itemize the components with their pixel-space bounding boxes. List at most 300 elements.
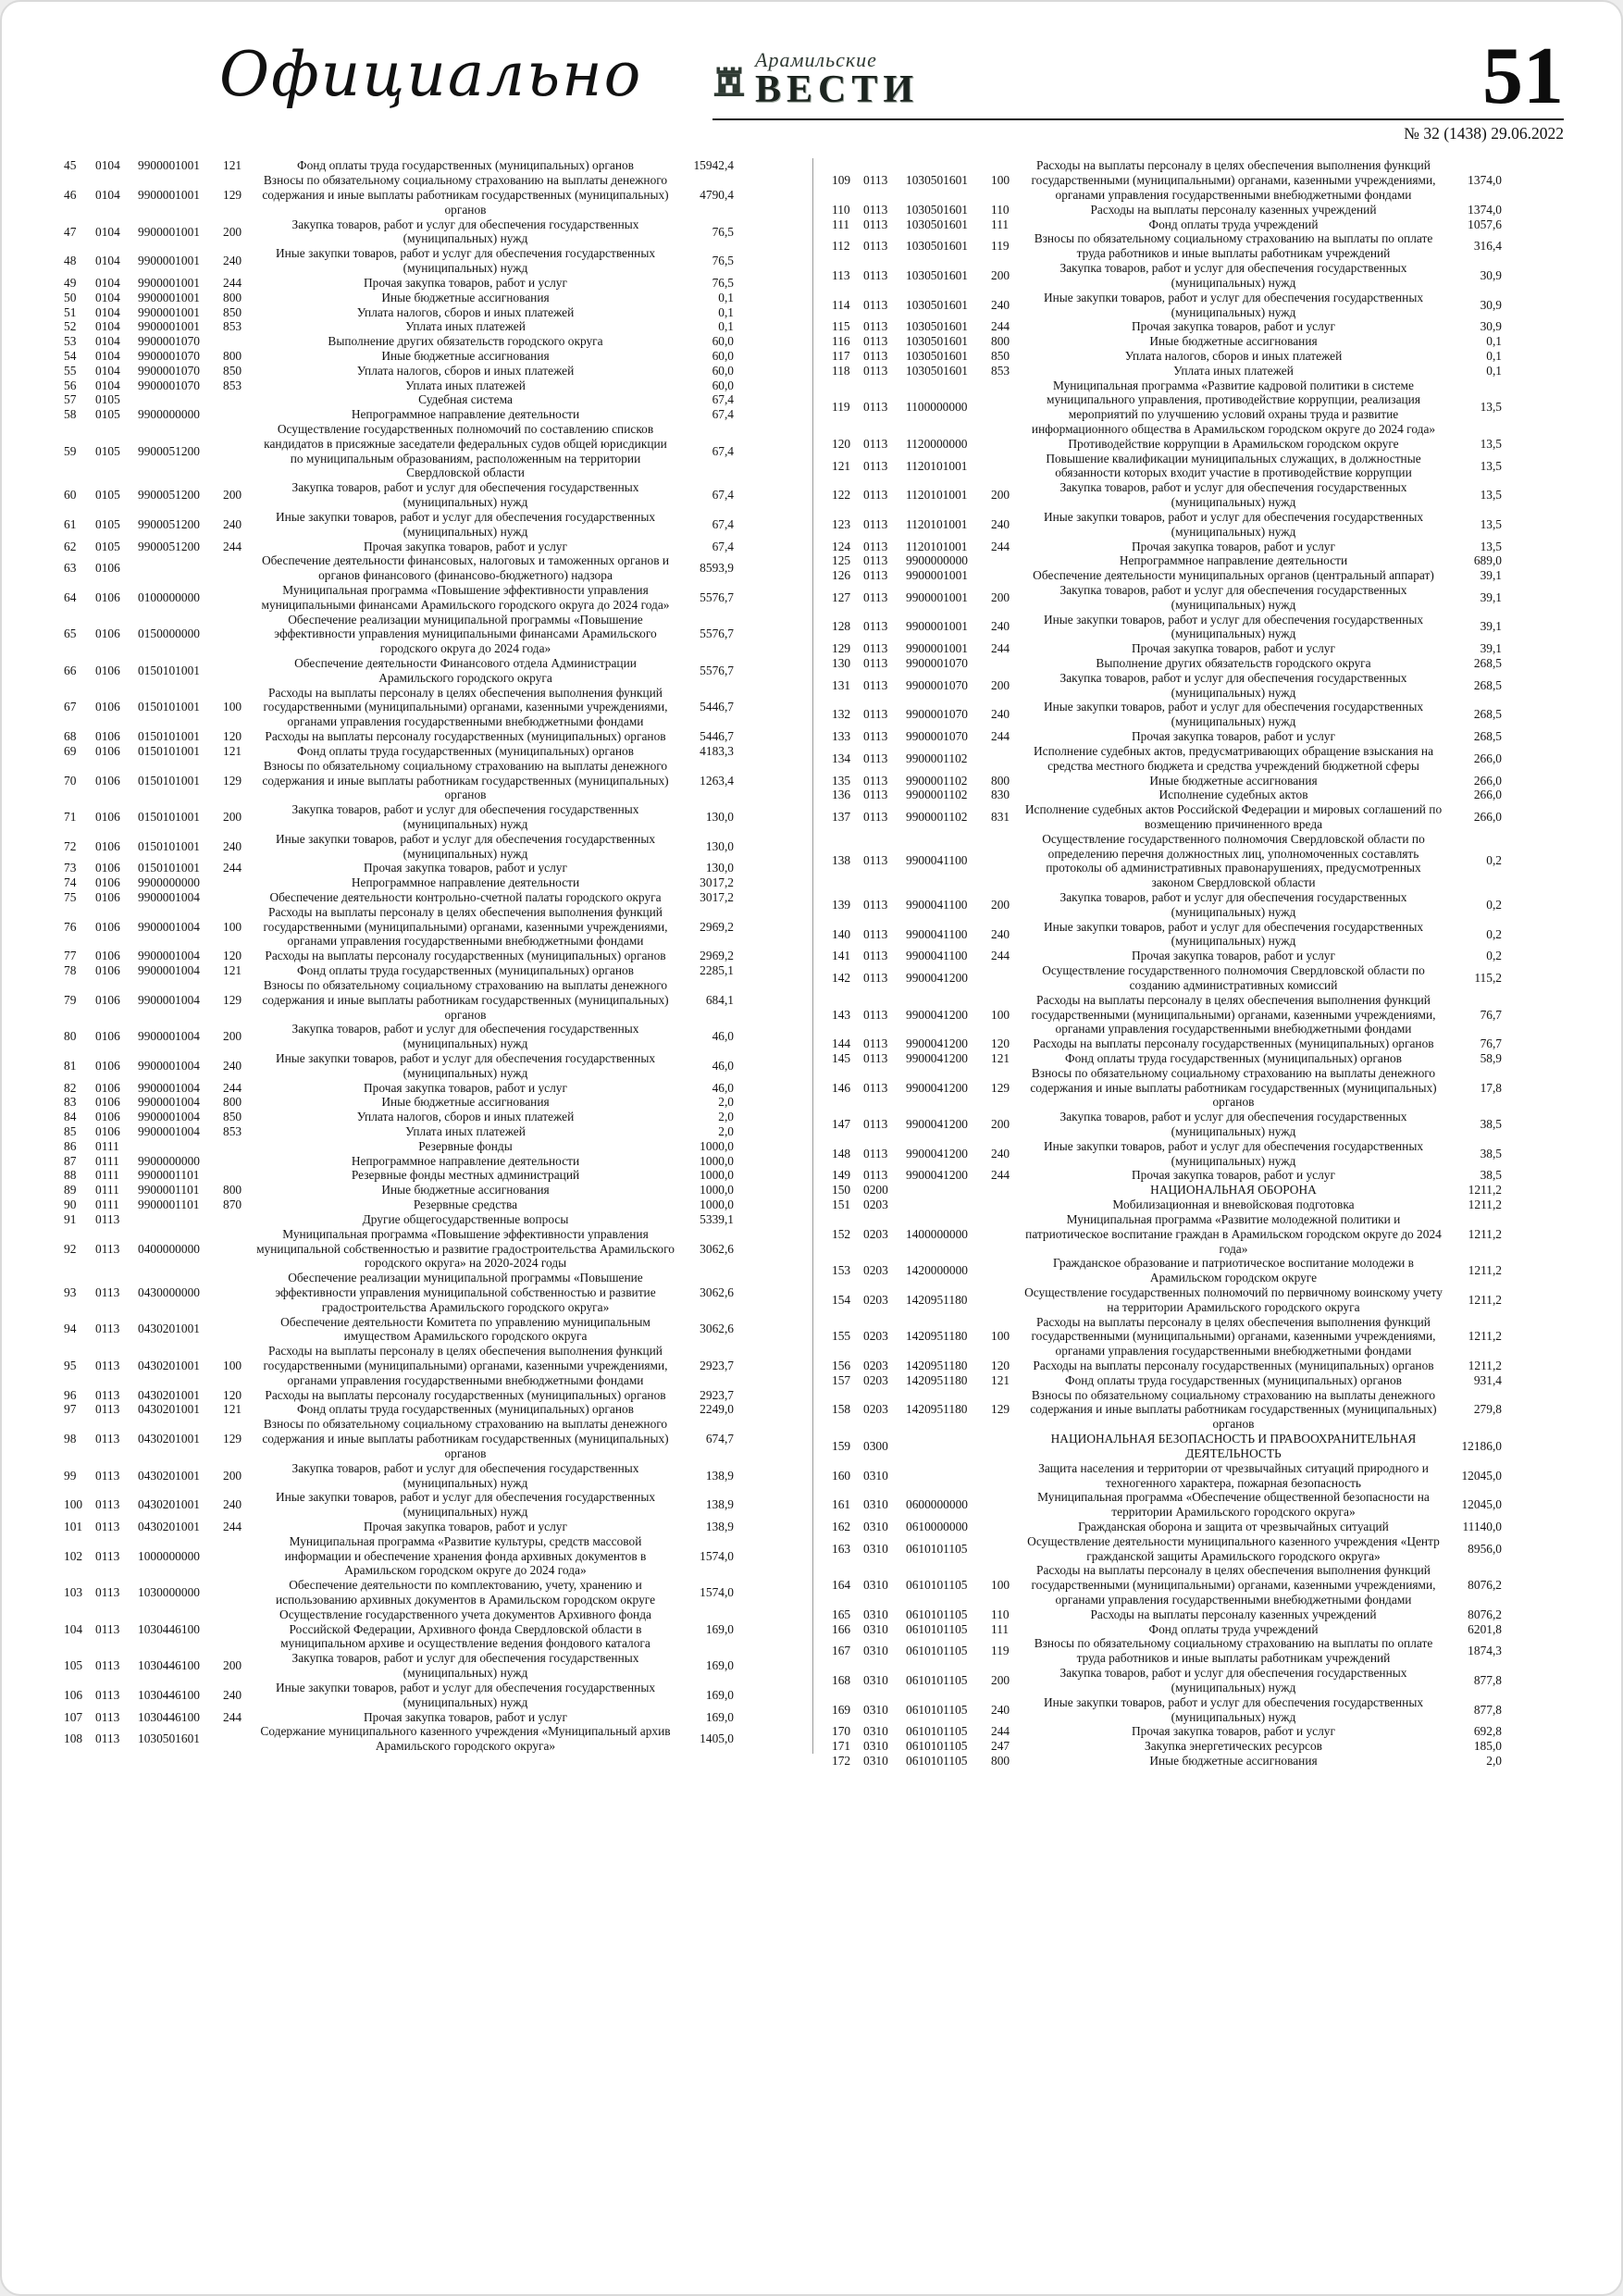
cell-sum: 268,5 [1473, 729, 1502, 744]
budget-row [830, 788, 1504, 802]
cell-csr: 0610101105 [906, 1644, 968, 1658]
cell-sum: 138,9 [705, 1519, 734, 1533]
cell-vr: 200 [223, 810, 242, 825]
budget-row [830, 217, 1504, 232]
cell-rz: 0111 [95, 1183, 119, 1198]
cell-rz: 0106 [95, 890, 120, 905]
cell-vr [221, 422, 254, 480]
cell-sum: 13,5 [1480, 458, 1502, 473]
cell-sum: 2923,7 [700, 1359, 734, 1373]
cell-name: Прочая закупка товаров, работ и услуг [364, 1080, 567, 1095]
cell-rz: 0111 [95, 1168, 119, 1183]
cell-name: Осуществление государственных полномочий по составлению списков кандидатов в присяжные заседатели федеральных судов общей юрисдикции по муниципальным образованиям, расположенным на территории Свердловской области [264, 422, 667, 480]
cell-sum: 15942,4 [693, 158, 734, 173]
cell-rz: 0113 [95, 1621, 120, 1636]
cell-sum: 130,0 [705, 838, 734, 853]
cell-csr: 9900001102 [906, 751, 968, 765]
cell-vr [989, 379, 1022, 437]
budget-row [830, 1256, 1504, 1285]
cell-rz: 0106 [95, 810, 120, 825]
budget-row [62, 334, 736, 349]
page-number: 51 [1482, 31, 1564, 121]
cell-vr [221, 553, 254, 583]
cell-num: 65 [64, 627, 77, 641]
cell-num: 83 [64, 1095, 77, 1110]
budget-row [62, 1081, 736, 1096]
cell-name: Иные бюджетные ассигнования [1149, 334, 1318, 349]
cell-csr [904, 1198, 989, 1212]
cell-sum: 5576,7 [700, 590, 734, 604]
cell-vr: 200 [991, 1672, 1010, 1687]
cell-rz: 0203 [863, 1402, 888, 1417]
cell-sum: 5576,7 [700, 627, 734, 641]
budget-row [62, 978, 736, 1022]
cell-num: 101 [64, 1519, 83, 1533]
cell-sum: 6201,8 [1468, 1621, 1502, 1636]
cell-rz: 0113 [95, 1468, 120, 1483]
cell-sum: 2249,0 [700, 1402, 734, 1417]
cell-rz: 0113 [863, 810, 888, 825]
cell-num: 139 [832, 897, 851, 912]
cell-csr: 1100000000 [906, 400, 968, 415]
cell-name: Выполнение других обязательств городского округа [1096, 656, 1371, 671]
cell-sum: 1000,0 [700, 1153, 734, 1168]
cell-vr [221, 1271, 254, 1314]
cell-rz: 0104 [95, 319, 120, 334]
cell-rz: 0310 [863, 1739, 888, 1754]
cell-rz: 0106 [95, 729, 120, 744]
cell-vr: 240 [223, 516, 242, 531]
cell-csr: 9900051200 [138, 516, 200, 531]
cell-rz: 0113 [863, 568, 888, 583]
cell-csr: 9900041100 [906, 897, 968, 912]
cell-name: Прочая закупка товаров, работ и услуг [1132, 539, 1335, 553]
cell-vr [989, 568, 1022, 583]
cell-num: 50 [64, 290, 77, 304]
cell-vr: 200 [991, 1117, 1010, 1132]
cell-csr [904, 1461, 989, 1491]
cell-sum: 316,4 [1473, 239, 1502, 254]
cell-vr: 244 [223, 1519, 242, 1533]
cell-name: Закупка товаров, работ и услуг для обеспечения государственных (муниципальных) нужд [1059, 261, 1407, 290]
brand-name-top: Арамильские [755, 48, 877, 72]
budget-row [62, 553, 736, 583]
cell-num: 92 [64, 1241, 77, 1256]
cell-vr: 100 [991, 173, 1010, 188]
cell-csr: 0150101001 [138, 663, 200, 677]
cell-num: 147 [832, 1117, 851, 1132]
cell-sum: 138,9 [705, 1468, 734, 1483]
cell-csr: 9900001070 [906, 656, 968, 671]
cell-num: 70 [64, 773, 77, 788]
cell-num: 143 [832, 1007, 851, 1022]
cell-csr: 9900001004 [138, 963, 200, 978]
cell-csr: 9900001070 [138, 348, 200, 363]
cell-name: Обеспечение деятельности контрольно-счетной палаты городского округа [269, 890, 662, 905]
cell-csr: 0150101001 [138, 729, 200, 744]
cell-rz: 0106 [95, 861, 120, 875]
cell-csr: 9900001001 [138, 275, 200, 290]
cell-csr: 9900001001 [138, 290, 200, 304]
budget-row [62, 1124, 736, 1139]
budget-row [62, 305, 736, 320]
cell-sum: 46,0 [712, 1058, 734, 1073]
cell-sum: 130,0 [705, 810, 734, 825]
cell-vr: 100 [991, 1329, 1010, 1344]
cell-rz: 0106 [95, 992, 120, 1007]
cell-sum: 8076,2 [1468, 1607, 1502, 1621]
cell-num: 91 [64, 1211, 77, 1226]
cell-sum: 0,1 [1486, 363, 1502, 378]
cell-csr [136, 392, 221, 407]
budget-row [830, 1534, 1504, 1564]
cell-name: Иные закупки товаров, работ и услуг для обеспечения государственных (муниципальных) нужд [275, 1680, 656, 1709]
cell-vr: 240 [991, 619, 1010, 634]
budget-row [830, 203, 1504, 217]
cell-num: 115 [832, 319, 850, 334]
cell-rz: 0113 [863, 217, 888, 231]
cell-csr: 9900041200 [906, 1036, 968, 1051]
cell-name: Фонд оплаты труда учреждений [1148, 217, 1319, 231]
cell-csr: 9900001070 [906, 707, 968, 722]
cell-rz: 0104 [95, 158, 120, 173]
cell-num: 81 [64, 1058, 77, 1073]
cell-vr: 850 [991, 348, 1010, 363]
cell-csr: 9900001001 [906, 641, 968, 656]
cell-rz: 0203 [863, 1198, 888, 1212]
cell-num: 105 [64, 1658, 83, 1673]
budget-row [830, 1695, 1504, 1725]
cell-name: Прочая закупка товаров, работ и услуг [364, 1519, 567, 1533]
cell-vr [989, 1461, 1022, 1491]
cell-rz: 0113 [863, 202, 888, 217]
cell-num: 87 [64, 1153, 77, 1168]
cell-vr: 200 [223, 1468, 242, 1483]
cell-num: 135 [832, 773, 851, 788]
cell-num: 97 [64, 1402, 77, 1417]
cell-vr [989, 1534, 1022, 1564]
cell-num: 156 [832, 1359, 851, 1373]
cell-csr: 9900001070 [138, 363, 200, 378]
cell-sum: 0,2 [1486, 853, 1502, 868]
cell-num: 120 [832, 436, 851, 451]
cell-vr: 800 [991, 334, 1010, 349]
cell-rz: 0203 [863, 1329, 888, 1344]
cell-vr: 200 [223, 1658, 242, 1673]
cell-csr: 1400000000 [906, 1226, 968, 1241]
cell-num: 98 [64, 1432, 77, 1446]
cell-vr: 200 [991, 897, 1010, 912]
cell-rz: 0113 [863, 1007, 888, 1022]
cell-rz: 0113 [863, 458, 888, 473]
cell-name: Резервные средства [413, 1198, 518, 1212]
cell-rz: 0111 [95, 1138, 119, 1153]
budget-row [62, 1710, 736, 1725]
cell-csr: 9900001004 [138, 1080, 200, 1095]
cell-name: Расходы на выплаты персоналу в целях обеспечения выполнения функций государственными (муниципальными) органами, казенными учреждениями, органами управления государственными внебюджетными фондами [1031, 158, 1436, 203]
cell-rz: 0310 [863, 1519, 888, 1533]
cell-vr: 129 [991, 1080, 1010, 1095]
budget-row [830, 480, 1504, 510]
cell-vr: 244 [223, 275, 242, 290]
cell-vr: 200 [991, 590, 1010, 604]
budget-row [830, 729, 1504, 744]
cell-vr: 850 [223, 363, 242, 378]
cell-sum: 2,0 [1486, 1753, 1502, 1768]
column-right [813, 158, 1564, 1768]
cell-num: 48 [64, 254, 77, 268]
budget-row [830, 963, 1504, 993]
cell-name: Расходы на выплаты персоналу государственных (муниципальных) органов [1033, 1036, 1434, 1051]
cell-sum: 268,5 [1473, 677, 1502, 692]
budget-row [830, 832, 1504, 890]
cell-name: Иные закупки товаров, работ и услуг для обеспечения государственных (муниципальных) нужд [1043, 700, 1424, 729]
cell-num: 113 [832, 267, 850, 282]
cell-num: 134 [832, 751, 851, 765]
cell-vr: 240 [223, 838, 242, 853]
cell-sum: 39,1 [1480, 590, 1502, 604]
cell-sum: 1211,2 [1468, 1198, 1502, 1212]
cell-num: 67 [64, 700, 77, 714]
budget-row [62, 1607, 736, 1651]
cell-rz: 0104 [95, 188, 120, 203]
cell-num: 73 [64, 861, 77, 875]
cell-vr: 870 [223, 1198, 242, 1212]
cell-name: Взносы по обязательному социальному страхованию на выплаты по оплате труда работников и иные выплаты работникам учреждений [1034, 231, 1433, 261]
cell-csr: 9900001070 [138, 378, 200, 392]
cell-rz: 0113 [863, 1146, 888, 1160]
cell-rz: 0113 [863, 641, 888, 656]
cell-name: Расходы на выплаты персоналу казенных учреждений [1090, 202, 1377, 217]
budget-row [830, 744, 1504, 774]
cell-csr: 9900051200 [138, 539, 200, 553]
cell-num: 128 [832, 619, 851, 634]
budget-row [830, 656, 1504, 671]
budget-row [830, 1520, 1504, 1534]
cell-num: 63 [64, 561, 77, 576]
cell-rz: 0113 [863, 619, 888, 634]
cell-name: Обеспечение деятельности Финансового отдела Администрации Арамильского городского округа [294, 656, 637, 685]
cell-csr: 1030501601 [906, 173, 968, 188]
cell-csr: 1120101001 [906, 539, 968, 553]
cell-sum: 46,0 [712, 1080, 734, 1095]
cell-num: 84 [64, 1110, 77, 1124]
cell-rz: 0105 [95, 407, 120, 422]
cell-rz: 0113 [95, 1497, 120, 1512]
cell-num: 144 [832, 1036, 851, 1051]
cell-num: 125 [832, 553, 851, 568]
budget-row [830, 700, 1504, 729]
cell-sum: 13,5 [1480, 400, 1502, 415]
cell-name: Уплата иных платежей [1173, 363, 1294, 378]
cell-sum: 39,1 [1480, 568, 1502, 583]
column-left [62, 158, 813, 1754]
budget-row [830, 553, 1504, 568]
cell-rz: 0104 [95, 275, 120, 290]
cell-vr [989, 1198, 1022, 1212]
budget-row [830, 1183, 1504, 1198]
cell-csr: 9900000000 [138, 875, 200, 890]
cell-vr: 129 [223, 773, 242, 788]
cell-rz: 0113 [863, 926, 888, 941]
cell-sum: 3062,6 [700, 1322, 734, 1336]
budget-row [62, 1183, 736, 1198]
cell-vr: 200 [223, 224, 242, 239]
cell-vr: 240 [991, 707, 1010, 722]
cell-rz: 0310 [863, 1753, 888, 1768]
cell-name: Иные закупки товаров, работ и услуг для обеспечения государственных (муниципальных) нужд [275, 831, 656, 861]
cell-vr: 247 [991, 1739, 1010, 1754]
cell-vr [221, 1168, 254, 1183]
cell-name: Обеспечение деятельности по комплектованию, учету, хранению и использованию архивных документов в Арамильском городском округе [275, 1578, 656, 1607]
cell-num: 106 [64, 1687, 83, 1702]
brand-name-bottom: ВЕСТИ [755, 68, 920, 112]
cell-num: 102 [64, 1548, 83, 1563]
cell-sum: 39,1 [1480, 619, 1502, 634]
cell-name: Закупка товаров, работ и услуг для обеспечения государственных (муниципальных) нужд [291, 1651, 639, 1681]
cell-rz: 0113 [863, 173, 888, 188]
cell-name: Закупка товаров, работ и услуг для обеспечения государственных (муниципальных) нужд [291, 802, 639, 831]
cell-num: 163 [832, 1541, 851, 1556]
cell-name: Закупка товаров, работ и услуг для обеспечения государственных (муниципальных) нужд [1059, 1666, 1407, 1694]
cell-name: Муниципальная программа «Развитие кадровой политики в системе муниципального управления, противодействие коррупции, реализация мероприятий по улучшению условий охраны труда и развитие информационного общества в Арамильском городском округе до 2024 года» [1031, 378, 1436, 437]
cell-rz: 0310 [863, 1578, 888, 1593]
cell-rz: 0106 [95, 919, 120, 934]
cell-vr [989, 437, 1022, 452]
cell-csr: 0610101105 [906, 1578, 968, 1593]
cell-csr: 9900000000 [138, 1153, 200, 1168]
cell-csr: 0610101105 [906, 1753, 968, 1768]
budget-row [62, 379, 736, 393]
cell-rz: 0105 [95, 516, 120, 531]
cell-num: 154 [832, 1292, 851, 1307]
cell-sum: 1000,0 [700, 1168, 734, 1183]
cell-num: 77 [64, 949, 77, 963]
budget-row [830, 1198, 1504, 1212]
cell-rz: 0104 [95, 363, 120, 378]
cell-name: Расходы на выплаты персоналу государственных (муниципальных) органов [1033, 1359, 1434, 1373]
cell-num: 166 [832, 1621, 851, 1636]
cell-num: 49 [64, 275, 77, 290]
cell-name: Исполнение судебных актов [1158, 788, 1308, 802]
budget-row [62, 1461, 736, 1491]
cell-csr: 0400000000 [138, 1241, 200, 1256]
cell-vr: 121 [223, 1402, 242, 1417]
budget-row [62, 1227, 736, 1271]
cell-name: Осуществление государственных полномочий по первичному воинскому учету на территории Арамильского городского округа [1024, 1285, 1443, 1314]
cell-name: Фонд оплаты труда государственных (муниципальных) органов [296, 1402, 635, 1417]
budget-row [830, 379, 1504, 437]
cell-num: 95 [64, 1359, 77, 1373]
cell-rz: 0105 [95, 488, 120, 503]
cell-csr: 1420951180 [906, 1359, 968, 1373]
cell-sum: 8076,2 [1468, 1578, 1502, 1593]
budget-row [62, 1051, 736, 1081]
cell-vr [989, 553, 1022, 568]
cell-vr: 244 [991, 1168, 1010, 1183]
cell-sum: 266,0 [1473, 751, 1502, 765]
budget-row [62, 1388, 736, 1403]
cell-num: 54 [64, 348, 77, 363]
cell-num: 129 [832, 641, 851, 656]
budget-row [62, 1402, 736, 1417]
budget-row [830, 364, 1504, 379]
cell-name: Уплата налогов, сборов и иных платежей [356, 304, 575, 319]
cell-vr [221, 1139, 254, 1154]
cell-sum: 3062,6 [700, 1241, 734, 1256]
cell-name: Иные закупки товаров, работ и услуг для обеспечения государственных (муниципальных) нужд [1043, 1694, 1424, 1724]
cell-sum: 684,1 [705, 992, 734, 1007]
cell-csr: 0150101001 [138, 743, 200, 758]
cell-num: 168 [832, 1672, 851, 1687]
cell-csr: 1030446100 [138, 1687, 200, 1702]
cell-csr: 9900001004 [138, 890, 200, 905]
newspaper-brand [712, 48, 920, 112]
cell-rz: 0113 [863, 436, 888, 451]
cell-sum: 60,0 [712, 378, 734, 392]
cell-rz: 0113 [863, 363, 888, 378]
cell-rz: 0105 [95, 392, 120, 407]
cell-num: 161 [832, 1497, 851, 1512]
cell-name: Закупка товаров, работ и услуг для обеспечения государственных (муниципальных) нужд [291, 1460, 639, 1490]
cell-name: Взносы по обязательному социальному страхованию на выплаты денежного содержания и иные выплаты работникам государственных (муниципальных) органов [1030, 1065, 1437, 1110]
cell-csr: 1420951180 [906, 1292, 968, 1307]
cell-name: Взносы по обязательному социальному страхованию на выплаты денежного содержания и иные выплаты работникам государственных (муниципальных) органов [262, 173, 669, 217]
cell-num: 107 [64, 1709, 83, 1724]
cell-name: Взносы по обязательному социальному страхованию на выплаты денежного содержания и иные выплаты работникам государственных (муниципальных) органов [262, 977, 669, 1022]
budget-row [830, 671, 1504, 701]
cell-rz: 0113 [95, 1359, 120, 1373]
cell-csr: 1000000000 [138, 1548, 200, 1563]
cell-num: 57 [64, 392, 77, 407]
cell-vr: 244 [223, 861, 242, 875]
cell-rz: 0113 [95, 1548, 120, 1563]
cell-sum: 1000,0 [700, 1198, 734, 1212]
cell-num: 116 [832, 334, 850, 349]
cell-num: 76 [64, 919, 77, 934]
cell-name: Прочая закупка товаров, работ и услуг [1132, 729, 1335, 744]
cell-name: Уплата иных платежей [405, 1124, 526, 1139]
cell-csr: 0430201001 [138, 1432, 200, 1446]
cell-sum: 67,4 [712, 407, 734, 422]
budget-row [62, 1578, 736, 1607]
budget-row [62, 1168, 736, 1183]
budget-row [830, 993, 1504, 1036]
budget-row [830, 890, 1504, 920]
budget-row [830, 1636, 1504, 1666]
cell-sum: 266,0 [1473, 788, 1502, 802]
cell-name: Фонд оплаты труда государственных (муниципальных) органов [1064, 1050, 1403, 1065]
cell-num: 155 [832, 1329, 851, 1344]
cell-csr: 9900001004 [138, 1058, 200, 1073]
cell-vr: 244 [223, 539, 242, 553]
budget-row [62, 319, 736, 334]
cell-vr: 129 [223, 188, 242, 203]
cell-num: 69 [64, 743, 77, 758]
cell-rz: 0113 [863, 1117, 888, 1132]
cell-vr: 800 [223, 1183, 242, 1198]
cell-sum: 185,0 [1473, 1739, 1502, 1754]
cell-num: 71 [64, 810, 77, 825]
cell-name: Закупка товаров, работ и услуг для обеспечения государственных (муниципальных) нужд [1059, 890, 1407, 919]
cell-name: Закупка товаров, работ и услуг для обеспечения государственных (муниципальных) нужд [1059, 1110, 1407, 1139]
cell-rz: 0203 [863, 1292, 888, 1307]
cell-sum: 266,0 [1473, 810, 1502, 825]
cell-name: Закупка товаров, работ и услуг для обеспечения государственных (муниципальных) нужд [1059, 670, 1407, 700]
cell-name: Закупка товаров, работ и услуг для обеспечения государственных (муниципальных) нужд [1059, 480, 1407, 510]
cell-rz: 0113 [863, 539, 888, 553]
budget-row [830, 1432, 1504, 1461]
